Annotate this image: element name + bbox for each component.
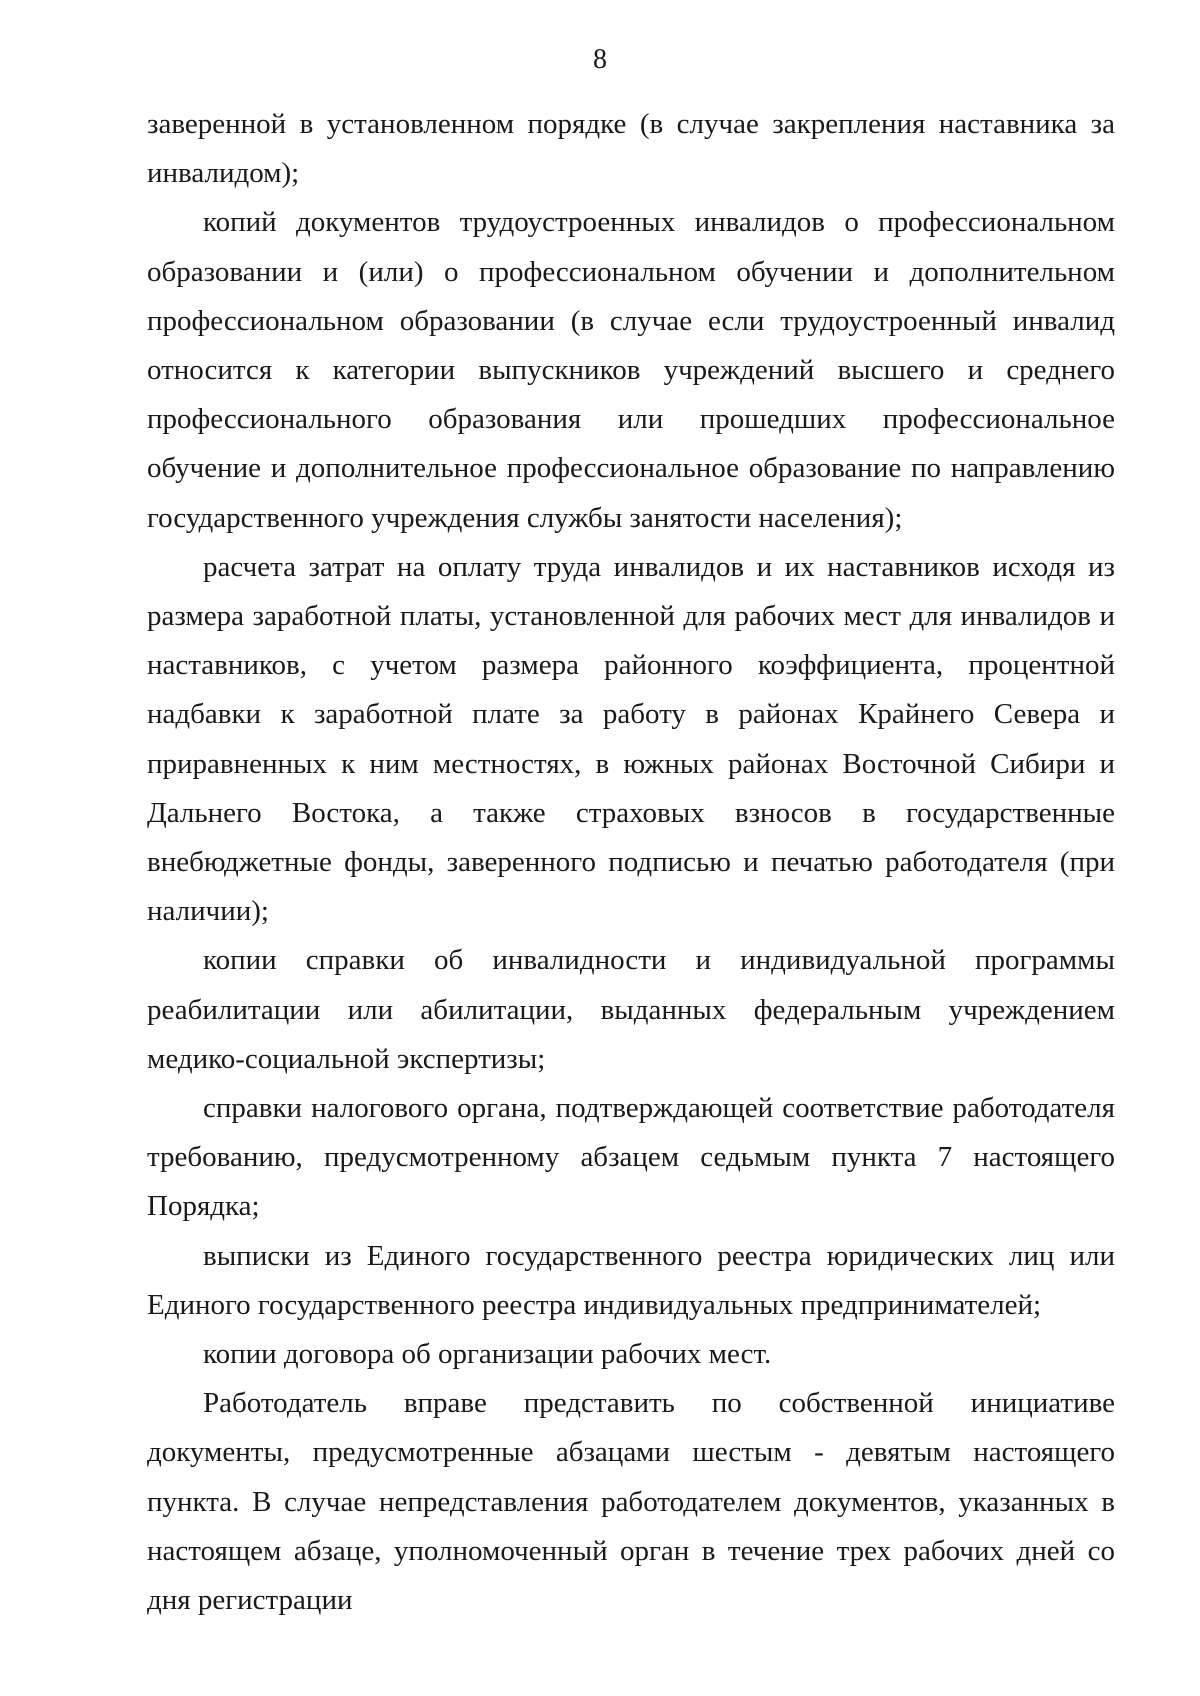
paragraph-continuation: заверенной в установленном порядке (в случае закрепления наставника за инвалидом); — [147, 108, 1115, 190]
paragraph-employer-right: Работодатель вправе представить по собственной инициативе документы, предусмотренные абзацами шестым - девятым настоящего пункта. В случае непредставления работодателем документов, указанных в настоящем абзаце, уполномоченный орган в течение трех рабочих дней со дня регистрации — [147, 1387, 1115, 1617]
document-body — [147, 100, 1115, 1625]
paragraph-education-documents: копий документов трудоустроенных инвалидов о профессиональном образовании и (или) о профессиональном обучении и дополнительном профессиональном образовании (в случае если трудоустроенный инвалид относится к категории выпускников учреждений высшего и среднего профессионального образования или прошедших профессиональное обучение и дополнительное профессиональное образование по направлению государственного учреждения службы занятости населения); — [147, 206, 1115, 534]
paragraph-disability-certificate: копии справки об инвалидности и индивидуальной программы реабилитации или абилитации, выданных федеральным учреждением медико-социальной экспертизы; — [147, 944, 1115, 1075]
paragraph-tax-certificate: справки налогового органа, подтверждающей соответствие работодателя требованию, предусмотренному абзацем седьмым пункта 7 настоящего Порядка; — [147, 1092, 1115, 1223]
paragraph-labor-cost-calculation: расчета затрат на оплату труда инвалидов и их наставников исходя из размера заработной платы, установленной для рабочих мест для инвалидов и наставников, с учетом размера районного коэффициента, процентной надбавки к заработной плате за работу в районах Крайнего Севера и приравненных к ним местностях, в южных районах Восточной Сибири и Дальнего Востока, а также страховых взносов в государственные внебюджетные фонды, заверенного подписью и печатью работодателя (при наличии); — [147, 550, 1115, 928]
page-number: 8 — [593, 44, 607, 75]
paragraph-registry-extract: выписки из Единого государственного реестра юридических лиц или Единого государственного реестра индивидуальных предпринимателей; — [147, 1239, 1115, 1321]
paragraph-workplace-contract: копии договора об организации рабочих мест. — [203, 1338, 772, 1371]
